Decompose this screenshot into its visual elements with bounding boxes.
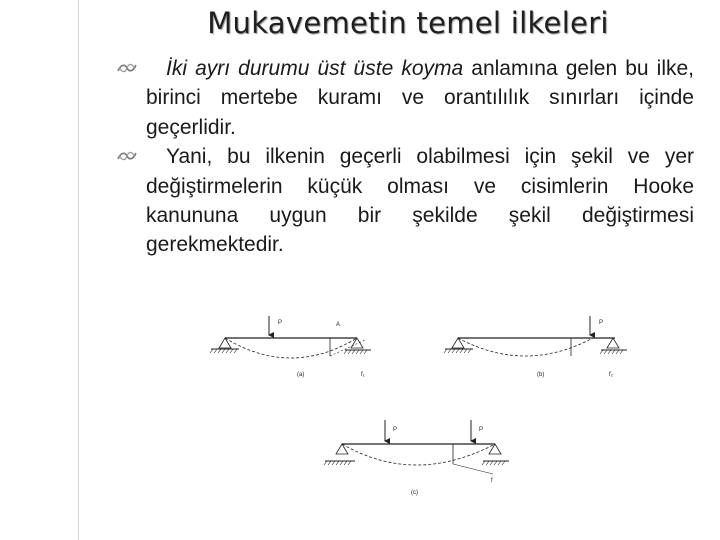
scroll-bullet-icon (116, 61, 138, 75)
panel-c-caption: (c) (411, 490, 418, 496)
bullet-list (146, 54, 694, 260)
panel-b-deflection-label: f₂ (609, 372, 613, 378)
bullet-2-text: Yani, bu ilkenin geçerli olabilmesi için şekil ve yer değiştirmelerin küçük olması ve cisimlerin Hooke kanununa uygun bir şekilde şekil değiştirmesi gerekmektedir. (146, 145, 694, 257)
bullet-1-italic-text: İki ayrı durumu üst üste koyma (166, 57, 464, 80)
panel-c-load-label-1: P (393, 427, 398, 433)
panel-b-caption: (b) (537, 372, 545, 378)
panel-b-load-label: P (599, 320, 604, 326)
panel-c (324, 420, 509, 496)
bullet-item-2 (146, 142, 694, 260)
slide-title: Mukavemetin temel ilkeleri (207, 6, 609, 40)
panel-a (210, 316, 371, 378)
left-divider-line (78, 0, 79, 540)
panel-c-load-label-2: P (479, 427, 484, 433)
panel-a-deflection-label: f₁ (361, 372, 365, 378)
panel-a-load-label: P (278, 320, 283, 326)
panel-c-deflection-label: f (491, 478, 493, 484)
scroll-bullet-icon (116, 149, 138, 163)
panel-b (444, 316, 627, 378)
panel-a-caption: (a) (297, 372, 305, 378)
panel-a-point-label: A (336, 322, 341, 328)
bullet-item-1 (146, 54, 694, 142)
beam-superposition-figure (205, 298, 645, 503)
bullet-1-text: anlamına gelen bu ilke, birinci mertebe kuramı ve orantılılık sınırları içinde geçerlidir. (146, 57, 694, 139)
